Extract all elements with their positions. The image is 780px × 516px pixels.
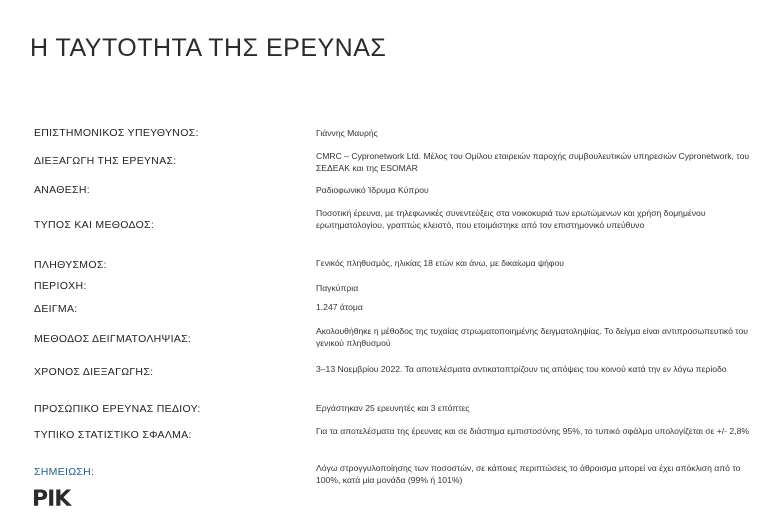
page-title: Η ΤΑΥΤΟΤΗΤΑ ΤΗΣ ΕΡΕΥΝΑΣ — [30, 34, 387, 62]
value-population: Γενικός πληθυσμός, ηλικίας 18 ετών και άνω, με δικαίωμα ψήφου — [316, 258, 564, 268]
value-field-staff: Εργάστηκαν 25 ερευνητές και 3 επόπτες — [316, 403, 470, 413]
label-field-staff: ΠΡΟΣΩΠΙΚΟ ΕΡΕΥΝΑΣ ΠΕΔΙΟΥ: — [34, 403, 201, 415]
value-scientific-lead: Γιάννης Μαυρής — [316, 128, 378, 138]
label-sampling-method: ΜΕΘΟΔΟΣ ΔΕΙΓΜΑΤΟΛΗΨΙΑΣ: — [34, 333, 192, 345]
label-scientific-lead: ΕΠΙΣΤΗΜΟΝΙΚΟΣ ΥΠΕΥΘΥΝΟΣ: — [34, 127, 199, 139]
value-sample: 1.247 άτομα — [316, 302, 363, 312]
value-conducted-by: CMRC – Cypronetwork Ltd. Μέλος του Ομίλου εταιρειών παροχής συμβουλευτικών υπηρεσιών Cypronetwork, του ΣΕΔΕΑΚ και της ESOMAR — [316, 151, 750, 173]
value-note: Λόγω στρογγυλοποίησης των ποσοστών, σε κάποιες περιπτώσεις το άθροισμα μπορεί να έχει απόκλιση από το 100%, κατά μία μονάδα (99% ή 101%) — [316, 463, 741, 485]
label-area: ΠΕΡΙΟΧΗ: — [34, 280, 87, 292]
label-commissioned-by: ΑΝΑΘΕΣΗ: — [34, 184, 90, 196]
rik-logo: ΡΙΚ — [32, 487, 71, 512]
label-sample: ΔΕΙΓΜΑ: — [34, 303, 78, 315]
value-type-method: Ποσοτική έρευνα, με τηλεφωνικές συνεντεύξεις στα νοικοκυριά των ερωτώμενων και χρήση δομημένου ερωτηματολογίου, γραπτώς κλειστό, που ετοιμάστηκε από τον επιστημονικό υπεύθυνο — [316, 208, 706, 230]
value-area: Παγκύπρια — [316, 283, 359, 293]
label-population: ΠΛΗΘΥΣΜΟΣ: — [34, 259, 107, 271]
value-commissioned-by: Ραδιοφωνικό Ίδρυμα Κύπρου — [316, 185, 429, 195]
value-standard-error: Για τα αποτελέσματα της έρευνας και σε διάστημα εμπιστοσύνης 95%, το τυπικό σφάλμα υπολογίζεται σε +/- 2,8% — [316, 426, 750, 436]
value-period: 3–13 Νοεμβρίου 2022. Τα αποτελέσματα αντικατοπτρίζουν τις απόψεις του κοινού κατά την εν λόγω περίοδο — [316, 364, 727, 374]
label-period: ΧΡΟΝΟΣ ΔΙΕΞΑΓΩΓΗΣ: — [34, 366, 154, 378]
label-note: ΣΗΜΕΙΩΣΗ: — [34, 466, 95, 478]
label-type-method: ΤΥΠΟΣ ΚΑΙ ΜΕΘΟΔΟΣ: — [34, 219, 155, 231]
label-standard-error: ΤΥΠΙΚΟ ΣΤΑΤΙΣΤΙΚΟ ΣΦΑΛΜΑ: — [34, 429, 192, 441]
value-sampling-method: Ακολουθήθηκε η μέθοδος της τυχαίας στρωματοποιημένης δειγματοληψίας. Το δείγμα είναι αντιπροσωπευτικό του γενικού πληθυσμού — [316, 326, 748, 348]
label-conducted-by: ΔΙΕΞΑΓΩΓΗ ΤΗΣ ΕΡΕΥΝΑΣ: — [34, 155, 177, 167]
